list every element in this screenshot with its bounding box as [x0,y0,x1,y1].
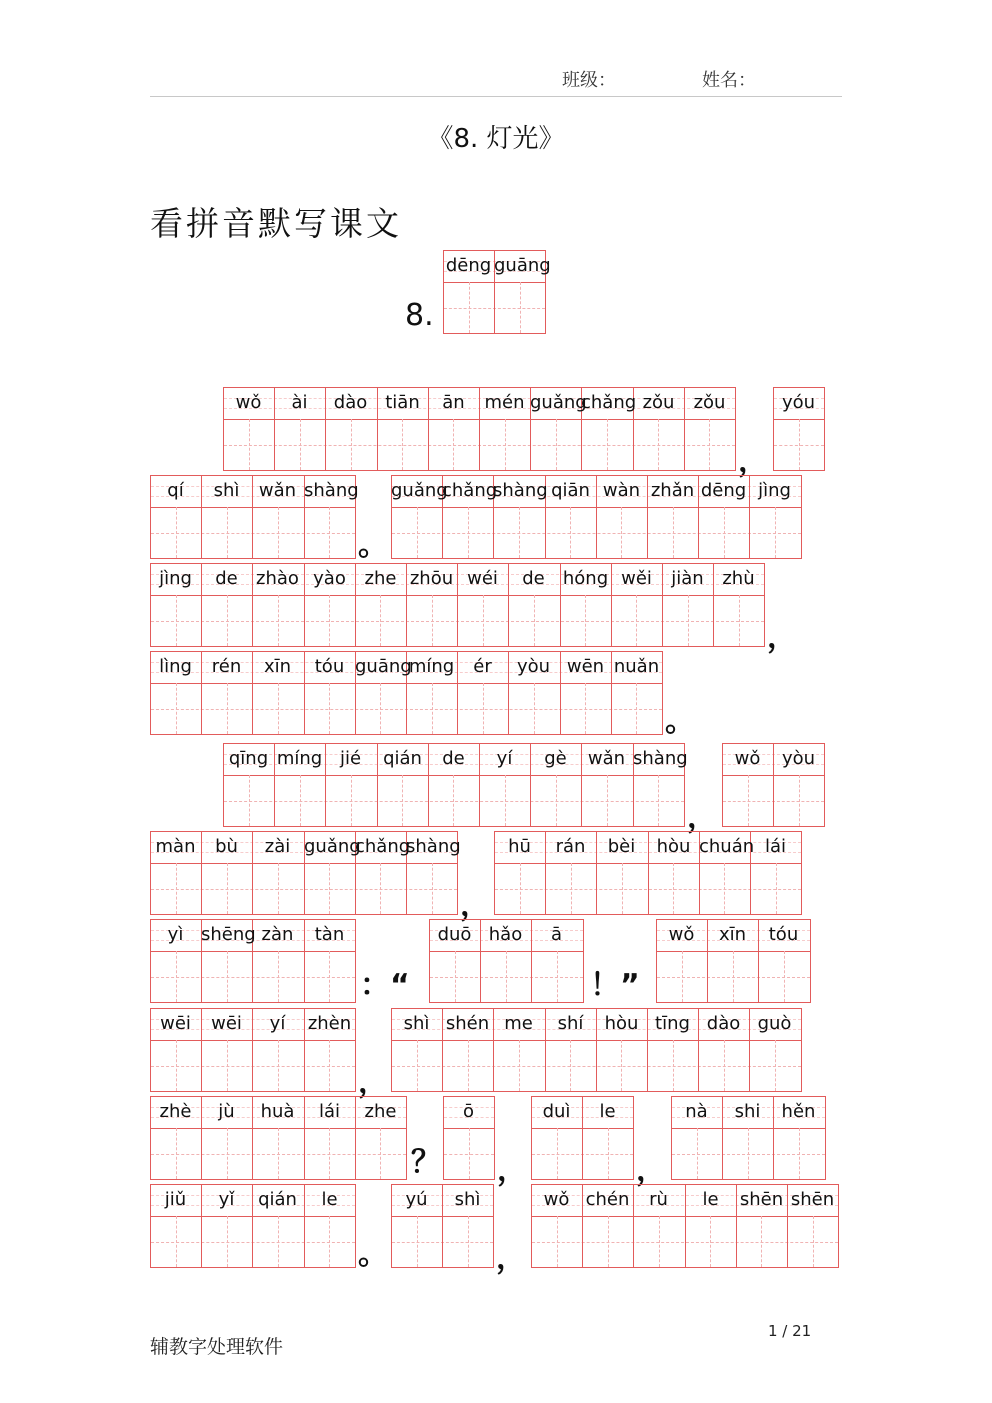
writing-cell[interactable] [406,651,457,735]
punctuation-mark: ， [496,1241,526,1276]
writing-cell[interactable] [443,1096,494,1180]
pinyin-label: hǎo [488,924,523,945]
pinyin-label: jiǔ [164,1189,187,1210]
writing-cell[interactable] [442,1008,493,1092]
footer-software: 辅教字处理软件 [150,1336,284,1358]
pinyin-block [429,919,584,1003]
pinyin-label: wǎn [587,748,626,769]
page-number: 1 / 21 [768,1322,812,1340]
pinyin-label: shén [445,1013,490,1034]
pinyin-label: qián [383,748,422,769]
pinyin-label: gè [544,748,567,769]
writing-cell[interactable] [750,831,801,915]
pinyin-label: zhōu [409,568,454,589]
writing-cell[interactable] [545,1008,596,1092]
pinyin-block [223,743,688,827]
writing-cell[interactable] [699,831,755,915]
pinyin-label: shēng [201,924,256,945]
writing-cell[interactable] [582,1184,633,1268]
writing-cell[interactable] [633,1184,684,1268]
pinyin-label: guǎng [530,392,587,413]
writing-cell[interactable] [707,919,758,1003]
pinyin-block [773,387,825,471]
pinyin-label: nuǎn [613,656,660,677]
pinyin-label: wǒ [668,924,695,945]
pinyin-label: shí [557,1013,584,1034]
pinyin-label: shēn [790,1189,835,1210]
pinyin-label: zàn [261,924,294,945]
writing-cell[interactable] [406,563,457,647]
writing-cell[interactable] [201,563,252,647]
punctuation-mark: ， [687,800,717,835]
writing-cell[interactable] [749,1008,800,1092]
writing-cell[interactable] [596,1008,647,1092]
writing-cell[interactable] [223,387,274,471]
writing-cell[interactable] [713,563,764,647]
pinyin-block [531,1184,839,1268]
writing-cell[interactable] [494,250,551,334]
pinyin-block [531,1096,634,1180]
pinyin-label: yào [313,568,346,589]
pinyin-label: wēn [566,656,605,677]
pinyin-label: jiàn [671,568,704,589]
pinyin-label: jié [339,748,362,769]
punctuation-mark: ？ [411,1145,441,1180]
punctuation-mark: ， [358,1065,388,1100]
pinyin-label: guāng [494,255,551,276]
pinyin-label: guò [757,1013,792,1034]
pinyin-label: yí [269,1013,286,1034]
title-pinyin-block [443,250,551,334]
writing-cell[interactable] [252,919,303,1003]
pinyin-block [391,475,802,559]
writing-cell[interactable] [508,651,559,735]
writing-cell[interactable] [150,831,201,915]
pinyin-label: zhèn [307,1013,352,1034]
pinyin-label: yí [496,748,513,769]
writing-cell[interactable] [531,1096,582,1180]
pinyin-label: hòu [656,836,691,857]
writing-cell[interactable] [736,1184,787,1268]
pinyin-label: lái [318,1101,341,1122]
writing-cell[interactable] [304,1184,355,1268]
writing-cell[interactable] [150,475,201,559]
pinyin-block [656,919,811,1003]
pinyin-label: qí [167,480,184,501]
pinyin-label: wàn [602,480,641,501]
pinyin-label: yóu [781,392,816,413]
lesson-title: 《8. 灯光》 [427,124,565,154]
writing-cell[interactable] [443,250,494,334]
pinyin-label: me [504,1013,533,1034]
pinyin-block [391,1008,802,1092]
writing-cell[interactable] [531,919,582,1003]
pinyin-label: rán [555,836,586,857]
pinyin-label: rén [211,656,242,677]
writing-cell[interactable] [252,651,303,735]
writing-cell[interactable] [150,1184,201,1268]
pinyin-label: duō [437,924,472,945]
pinyin-label: le [702,1189,719,1210]
punctuation-mark: 。 [665,704,695,739]
writing-cell[interactable] [722,743,773,827]
writing-cell[interactable] [391,1184,442,1268]
pinyin-label: zhǎn [650,480,695,501]
writing-cell[interactable] [530,743,581,827]
writing-cell[interactable] [545,831,596,915]
writing-cell[interactable] [304,1096,355,1180]
writing-cell[interactable] [150,651,201,735]
pinyin-label: jìng [159,568,192,589]
writing-cell[interactable] [531,1184,582,1268]
writing-cell[interactable] [355,651,412,735]
pinyin-block [150,831,461,915]
writing-cell[interactable] [201,475,252,559]
pinyin-label: shàng [304,480,359,501]
pinyin-label: bù [215,836,238,857]
writing-cell[interactable] [656,919,707,1003]
writing-cell[interactable] [648,831,699,915]
pinyin-block [443,1096,495,1180]
writing-cell[interactable] [201,831,252,915]
writing-cell[interactable] [201,1008,252,1092]
writing-cell[interactable] [596,475,647,559]
writing-cell[interactable] [479,387,530,471]
writing-cell[interactable] [304,563,355,647]
pinyin-label: tóu [768,924,799,945]
pinyin-label: wǒ [734,748,761,769]
pinyin-label: zǒu [693,392,726,413]
writing-cell[interactable] [429,919,480,1003]
writing-cell[interactable] [252,1184,303,1268]
writing-cell[interactable] [325,387,376,471]
writing-cell[interactable] [223,743,274,827]
pinyin-label: dēng [445,255,492,276]
pinyin-label: yòu [781,748,816,769]
pinyin-label: guǎng [391,480,448,501]
writing-cell[interactable] [685,1184,736,1268]
writing-cell[interactable] [201,1184,252,1268]
pinyin-label: qián [258,1189,297,1210]
pinyin-label: wēi [160,1013,191,1034]
writing-cell[interactable] [671,1096,722,1180]
writing-cell[interactable] [150,919,201,1003]
pinyin-label: dào [333,392,368,413]
pinyin-label: jìng [758,480,791,501]
writing-cell[interactable] [355,831,411,915]
writing-cell[interactable] [406,831,461,915]
pinyin-label: míng [408,656,455,677]
pinyin-label: rù [649,1189,668,1210]
writing-cell[interactable] [304,475,359,559]
pinyin-label: ér [473,656,492,677]
punctuation-mark: ！” [590,968,640,1003]
pinyin-label: míng [276,748,323,769]
writing-cell[interactable] [773,743,824,827]
name-label: 姓名： [702,70,756,91]
pinyin-label: chǎng [442,480,498,501]
writing-cell[interactable] [787,1184,838,1268]
pinyin-label: zhào [256,568,299,589]
writing-cell[interactable] [773,387,824,471]
pinyin-label: de [522,568,545,589]
pinyin-label: chǎng [355,836,411,857]
pinyin-label: hóng [562,568,609,589]
pinyin-label: wēi [211,1013,242,1034]
writing-cell[interactable] [596,831,647,915]
punctuation-mark: ， [636,1153,666,1188]
lesson-number: 8. [405,298,434,333]
writing-cell[interactable] [611,563,662,647]
pinyin-label: zhe [364,1101,397,1122]
pinyin-label: le [321,1189,338,1210]
writing-cell[interactable] [274,387,325,471]
pinyin-label: zài [264,836,291,857]
writing-cell[interactable] [581,387,637,471]
writing-cell[interactable] [252,475,303,559]
punctuation-mark: ， [738,444,768,479]
pinyin-block [150,1008,356,1092]
pinyin-label: yòu [516,656,551,677]
pinyin-label: jù [218,1101,235,1122]
writing-cell[interactable] [662,563,713,647]
pinyin-label: de [442,748,465,769]
pinyin-label: qiān [551,480,590,501]
pinyin-label: xīn [263,656,292,677]
pinyin-label: wéi [467,568,498,589]
pinyin-label: zhù [722,568,755,589]
pinyin-block [150,1184,356,1268]
writing-cell[interactable] [545,475,596,559]
pinyin-label: de [215,568,238,589]
pinyin-label: zǒu [642,392,675,413]
writing-cell[interactable] [442,475,498,559]
pinyin-label: chén [585,1189,630,1210]
writing-cell[interactable] [560,563,611,647]
pinyin-label: shēn [739,1189,784,1210]
pinyin-block [150,475,359,559]
pinyin-label: shàng [406,836,461,857]
punctuation-mark: ， [767,620,797,655]
pinyin-label: guāng [355,656,412,677]
pinyin-block [494,831,802,915]
pinyin-label: tiān [385,392,420,413]
pinyin-label: lái [764,836,787,857]
pinyin-label: ā [550,924,563,945]
pinyin-label: màn [155,836,196,857]
writing-cell[interactable] [150,563,201,647]
pinyin-label: yú [405,1189,428,1210]
pinyin-label: chǎng [581,392,637,413]
pinyin-label: zhè [159,1101,192,1122]
section-title: 看拼音默写课文 [150,204,402,243]
writing-cell[interactable] [698,1008,749,1092]
pinyin-label: tóu [314,656,345,677]
writing-cell[interactable] [252,831,303,915]
pinyin-label: tàn [314,924,345,945]
pinyin-label: le [599,1101,616,1122]
writing-cell[interactable] [252,563,303,647]
pinyin-label: shì [403,1013,430,1034]
pinyin-label: zhe [364,568,397,589]
pinyin-label: wǎn [258,480,297,501]
writing-cell[interactable] [749,475,800,559]
pinyin-label: yǐ [218,1189,235,1210]
punctuation-mark: ， [497,1153,527,1188]
writing-cell[interactable] [457,563,508,647]
writing-cell[interactable] [647,475,698,559]
writing-cell[interactable] [304,919,355,1003]
writing-cell[interactable] [201,651,252,735]
writing-cell[interactable] [722,1096,773,1180]
writing-cell[interactable] [633,743,688,827]
writing-cell[interactable] [274,743,325,827]
pinyin-label: nà [685,1101,708,1122]
writing-cell[interactable] [377,743,428,827]
pinyin-block [671,1096,826,1180]
writing-cell[interactable] [201,1096,252,1180]
pinyin-label: shì [213,480,240,501]
pinyin-label: chuán [699,836,755,857]
writing-cell[interactable] [633,387,684,471]
pinyin-label: shàng [633,748,688,769]
pinyin-label: wěi [621,568,652,589]
pinyin-label: shi [734,1101,761,1122]
pinyin-label: yì [167,924,184,945]
pinyin-label: dēng [700,480,747,501]
writing-cell[interactable] [457,651,508,735]
class-label: 班级： [562,70,616,91]
pinyin-label: guǎng [304,836,361,857]
pinyin-block [722,743,825,827]
pinyin-label: ō [462,1101,474,1122]
writing-cell[interactable] [428,387,479,471]
punctuation-mark: ， [460,888,490,923]
pinyin-label: tīng [655,1013,690,1034]
writing-cell[interactable] [391,475,448,559]
pinyin-block [150,651,663,735]
writing-cell[interactable] [442,1184,493,1268]
writing-cell[interactable] [252,1096,303,1180]
pinyin-label: ài [291,392,308,413]
pinyin-label: xīn [718,924,747,945]
writing-cell[interactable] [611,651,662,735]
pinyin-block [150,919,356,1003]
pinyin-block [391,1184,494,1268]
writing-cell[interactable] [582,1096,633,1180]
writing-cell[interactable] [560,651,611,735]
pinyin-block [223,387,736,471]
pinyin-label: duì [542,1101,571,1122]
pinyin-label: mén [484,392,525,413]
writing-cell[interactable] [508,563,559,647]
writing-cell[interactable] [304,1008,355,1092]
writing-cell[interactable] [698,475,749,559]
writing-cell[interactable] [377,387,428,471]
writing-cell[interactable] [391,1008,442,1092]
writing-cell[interactable] [647,1008,698,1092]
writing-cell[interactable] [758,919,809,1003]
punctuation-mark: ：“ [360,968,410,1003]
writing-cell[interactable] [304,831,361,915]
pinyin-label: wǒ [235,392,262,413]
writing-cell[interactable] [684,387,735,471]
writing-cell[interactable] [304,651,355,735]
writing-cell[interactable] [355,1096,406,1180]
pinyin-block [150,1096,407,1180]
pinyin-label: dào [706,1013,741,1034]
pinyin-label: qīng [228,748,269,769]
writing-cell[interactable] [479,743,530,827]
writing-cell[interactable] [252,1008,303,1092]
writing-cell[interactable] [773,1096,824,1180]
pinyin-label: hòu [604,1013,639,1034]
writing-cell[interactable] [150,1008,201,1092]
writing-cell[interactable] [494,831,545,915]
writing-cell[interactable] [493,1008,544,1092]
punctuation-mark: 。 [358,528,388,563]
writing-cell[interactable] [201,919,256,1003]
pinyin-label: bèi [607,836,636,857]
writing-cell[interactable] [355,563,406,647]
writing-cell[interactable] [428,743,479,827]
pinyin-label: lìng [159,656,192,677]
punctuation-mark: 。 [358,1237,388,1272]
writing-cell[interactable] [581,743,632,827]
pinyin-label: shì [454,1189,481,1210]
writing-cell[interactable] [493,475,548,559]
pinyin-label: ān [442,392,465,413]
pinyin-label: huà [260,1101,295,1122]
pinyin-block [150,563,765,647]
writing-cell[interactable] [530,387,587,471]
pinyin-label: shàng [493,480,548,501]
pinyin-label: wǒ [543,1189,570,1210]
writing-cell[interactable] [150,1096,201,1180]
pinyin-label: hū [508,836,531,857]
pinyin-label: hěn [781,1101,816,1122]
header-divider [150,96,842,97]
writing-cell[interactable] [480,919,531,1003]
writing-cell[interactable] [325,743,376,827]
